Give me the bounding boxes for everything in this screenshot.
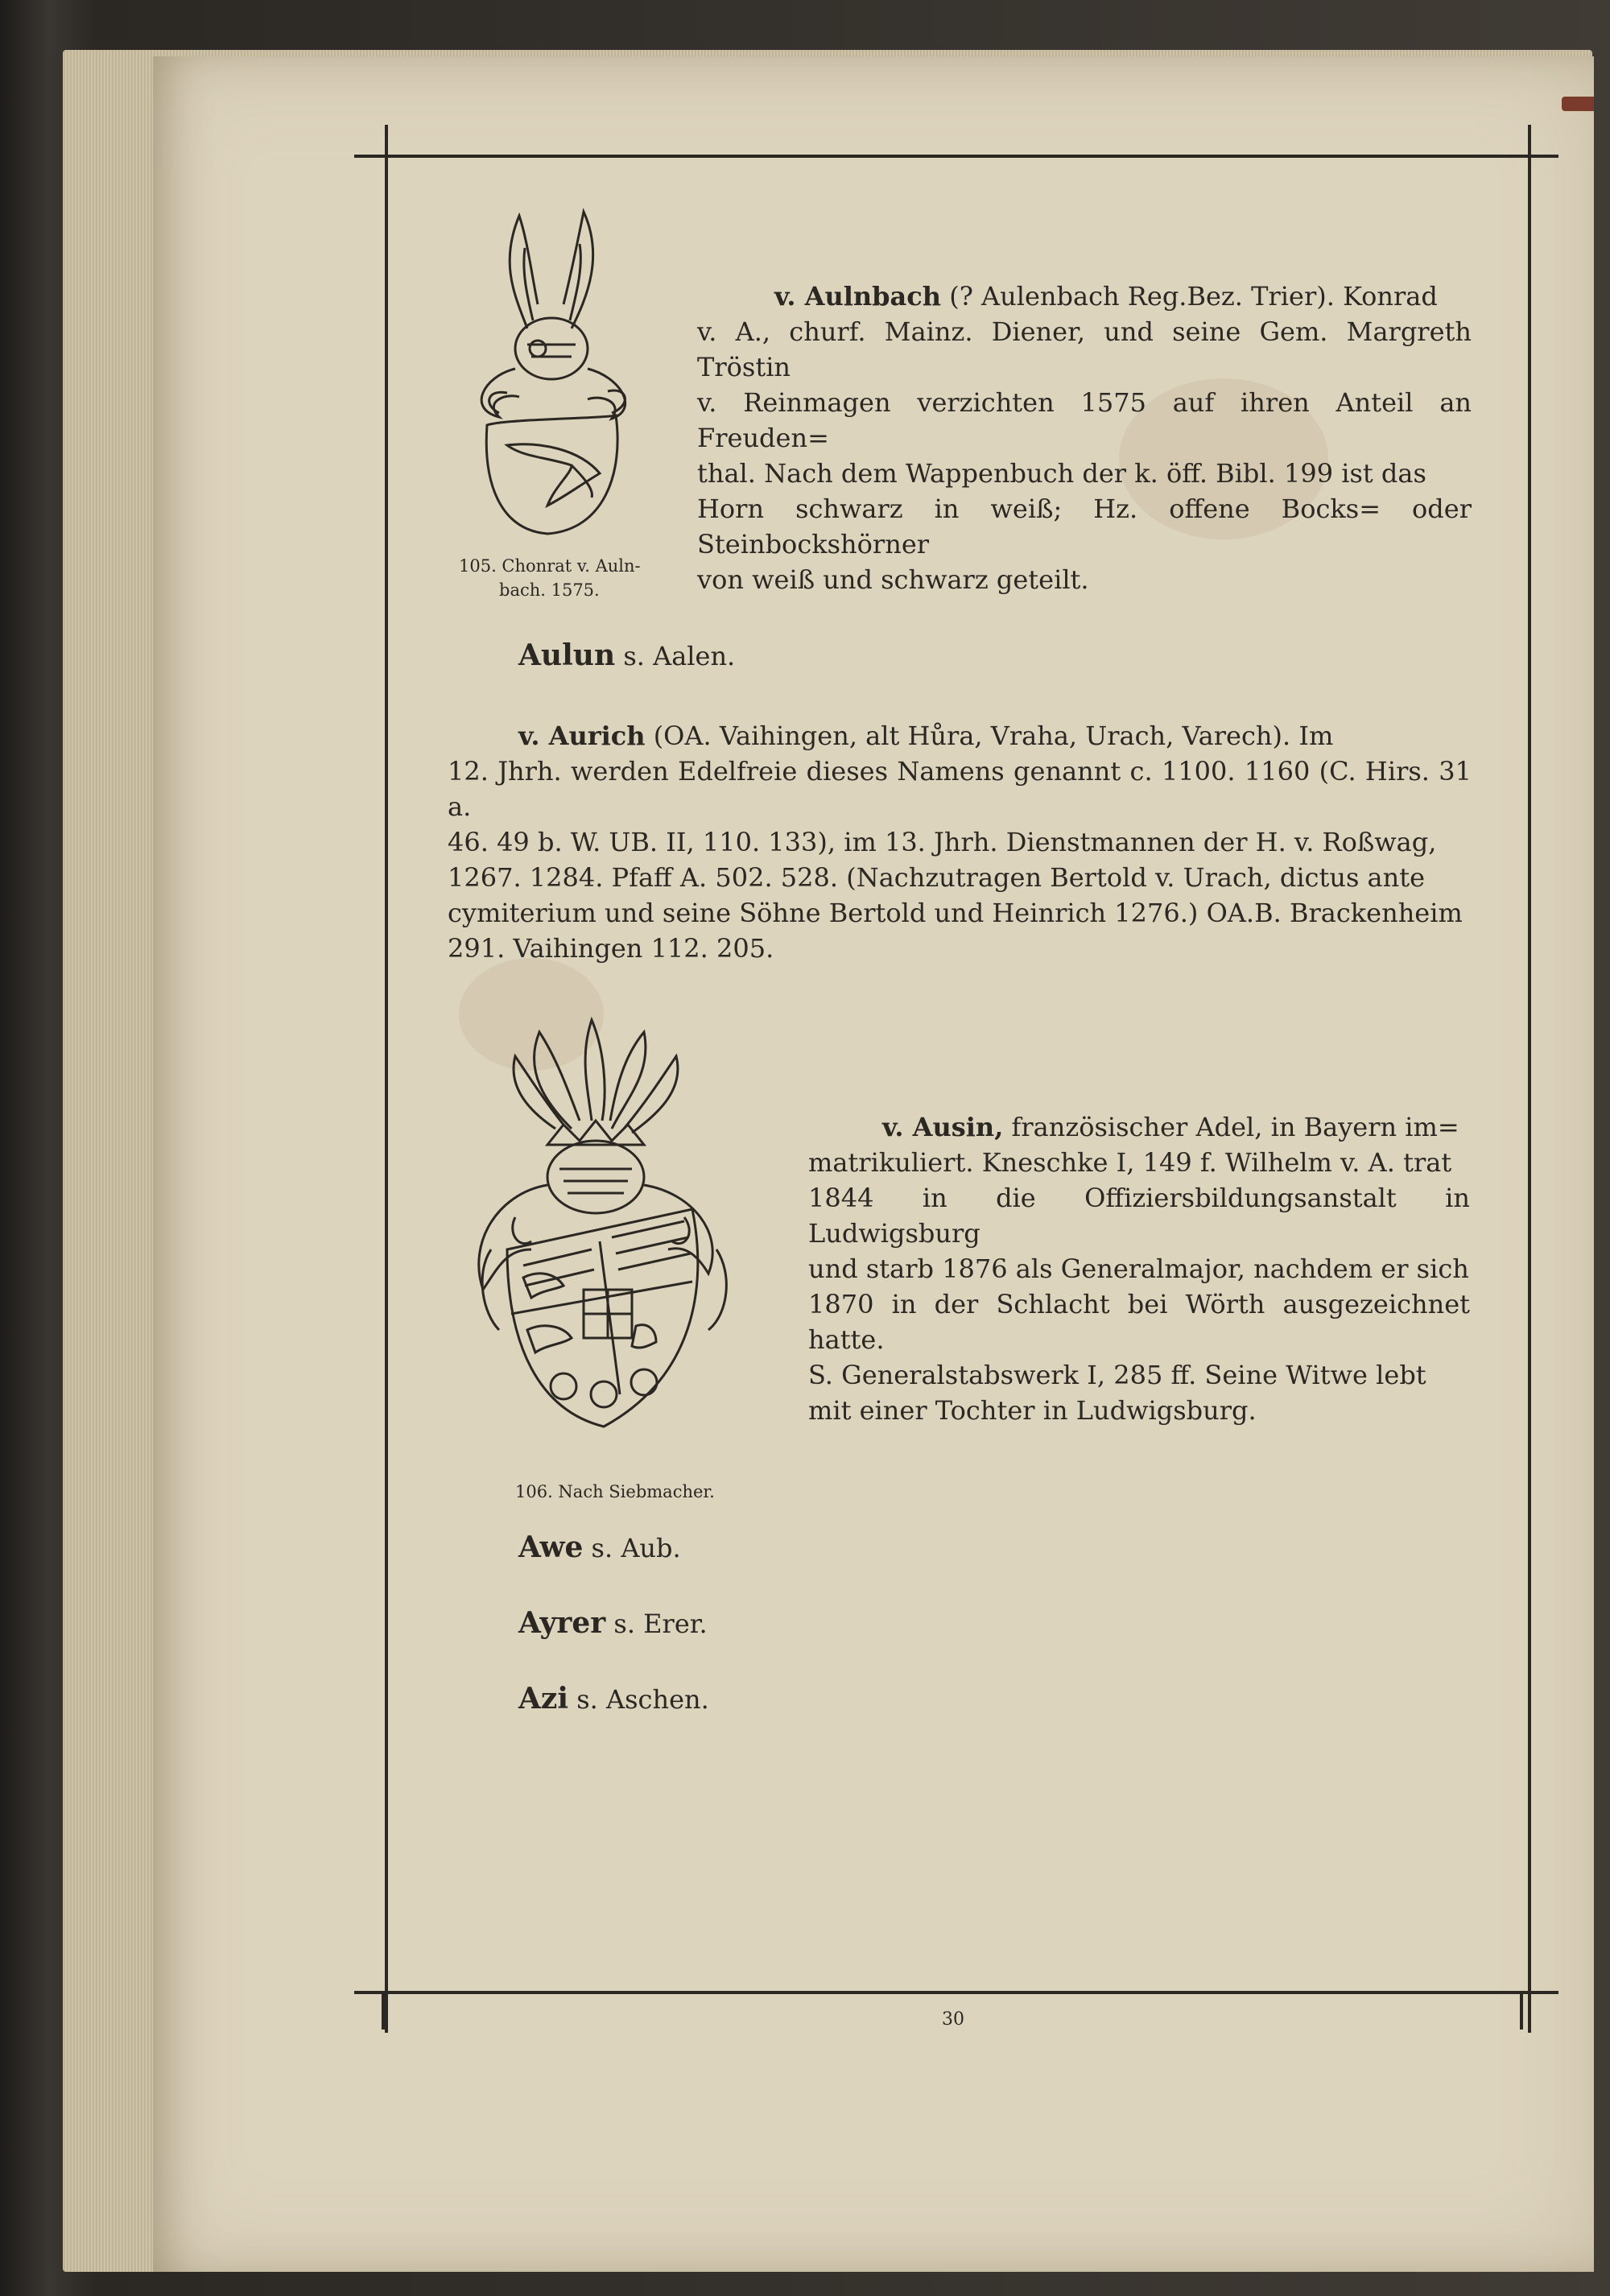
entry-line: 1870 in der Schlacht bei Wörth ausgezeichnet hatte.	[808, 1289, 1470, 1355]
entry-text: (OA. Vaihingen, alt Hůra, Vraha, Urach, Varech). Im	[653, 721, 1334, 751]
entry-line: 12. Jhrh. werden Edelfreie dieses Namens genannt c. 1100. 1160 (C. Hirs. 31 a.	[448, 756, 1472, 822]
coat-of-arms-horn-icon	[451, 208, 660, 546]
entry-line: v. Reinmagen verzichten 1575 auf ihren Anteil an Freuden=	[697, 387, 1472, 453]
figure-caption-105	[459, 554, 668, 602]
entry-line: cymiterium und seine Söhne Bertold und Heinrich 1276.) OA.B. Brackenheim	[448, 898, 1463, 928]
caption-line: bach. 1575.	[499, 580, 600, 600]
entry-ausin	[808, 1109, 1470, 1428]
entry-aulnbach	[697, 279, 1472, 597]
entry-line: und starb 1876 als Generalmajor, nachdem er sich	[808, 1253, 1469, 1284]
entry-heading: Awe	[518, 1530, 584, 1564]
entry-ayrer	[518, 1605, 708, 1641]
entry-line: 1844 in die Offiziersbildungsanstalt in Ludwigsburg	[808, 1183, 1470, 1249]
entry-line	[808, 1109, 1470, 1145]
entry-line: S. Generalstabswerk I, 285 ff. Seine Witwe lebt	[808, 1360, 1426, 1390]
entry-line: von weiß und schwarz geteilt.	[697, 564, 1089, 595]
entry-text: s. Aalen.	[623, 641, 736, 671]
entry-heading: Azi	[518, 1682, 569, 1716]
entry-line	[697, 279, 1472, 314]
entry-text: französischer Adel, in Bayern im=	[1011, 1112, 1459, 1142]
entry-line: 1267. 1284. Pfaff A. 502. 528. (Nachzutragen Bertold v. Urach, dictus ante	[448, 862, 1426, 893]
entry-aulun	[518, 638, 735, 674]
coat-of-arms-lions-icon	[451, 1008, 765, 1459]
entry-line	[448, 718, 1472, 754]
frame-bottom-rule	[354, 1991, 1558, 1994]
bookmark-ribbon	[1562, 97, 1594, 111]
entry-line: 291. Vaihingen 112. 205.	[448, 933, 774, 964]
entry-line: 46. 49 b. W. UB. II, 110. 133), im 13. Jhrh. Dienstmannen der H. v. Roßwag,	[448, 827, 1437, 857]
entry-heading: v. Ausin,	[882, 1112, 1004, 1142]
entry-line: v. A., churf. Mainz. Diener, und seine Gem. Margreth Tröstin	[697, 316, 1472, 382]
frame-left-rule	[385, 125, 388, 2033]
entry-heading: v. Aulnbach	[774, 281, 942, 312]
entry-line: mit einer Tochter in Ludwigsburg.	[808, 1395, 1257, 1426]
entry-line: matrikuliert. Kneschke I, 149 f. Wilhelm v. A. trat	[808, 1147, 1452, 1178]
figure-caption-106: 106. Nach Siebmacher.	[515, 1482, 715, 1501]
frame-right-rule	[1528, 125, 1531, 2033]
entry-text: s. Erer.	[613, 1608, 708, 1639]
entry-text: s. Aub.	[591, 1533, 681, 1563]
entry-heading: Aulun	[518, 638, 616, 672]
entry-line: thal. Nach dem Wappenbuch der k. öff. Bibl. 199 ist das	[697, 458, 1426, 489]
frame-bottom-left-tick	[382, 1991, 385, 2030]
frame-top-rule	[354, 155, 1558, 158]
entry-awe	[518, 1530, 681, 1566]
frame-bottom-right-tick	[1520, 1991, 1523, 2030]
entry-line: Horn schwarz in weiß; Hz. offene Bocks= oder Steinbockshörner	[697, 493, 1472, 560]
page-number: 30	[942, 2009, 964, 2030]
entry-text: s. Aschen.	[576, 1684, 709, 1715]
entry-aurich	[448, 718, 1472, 966]
entry-text: (? Aulenbach Reg.Bez. Trier). Konrad	[949, 281, 1438, 312]
entry-azi	[518, 1681, 709, 1717]
entry-heading: v. Aurich	[518, 721, 646, 751]
caption-line: 105. Chonrat v. Auln-	[459, 556, 641, 576]
entry-heading: Ayrer	[518, 1606, 606, 1640]
